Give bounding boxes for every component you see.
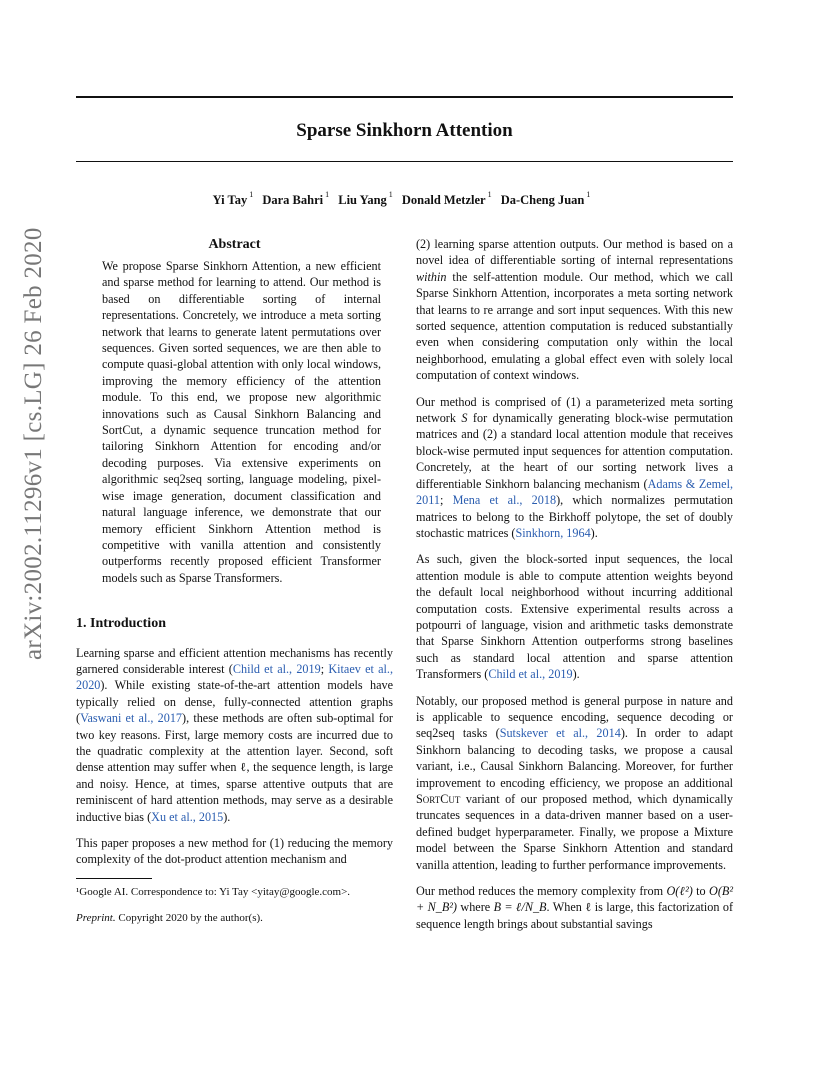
footnote-text: ¹Google AI. Correspondence to: Yi Tay <yitay@google.com>. [76, 885, 351, 898]
text-run: ), which normalizes permutation matrices to belong to the Birkhoff polytope, the set of doubly stochastic matrices ( [416, 493, 734, 540]
affiliation-mark: 1 [325, 190, 330, 199]
intro-paragraph-2: This paper proposes a new method for (1) reducing the memory complexity of the dot-product attention mechanism and [76, 836, 393, 867]
text-run: Notably, our proposed method is general purpose in nature and is applicable to sequence encoding, sequence decoding or seq2seq tasks ( [416, 693, 733, 741]
citation-link[interactable]: Adams & Zemel, 2011 [416, 476, 733, 508]
author-name: Donald Metzler [401, 193, 486, 208]
text-run: where [457, 900, 494, 915]
text-run: ), these methods are often sub-optimal for two key reasons. First, large memory costs are incurred due to the quadratic complexity at the attention layer. Second, soft dense attention may suffer when ℓ, the sequence length, is large and noisy. Hence, at times, sparse attentive outputs that are reminiscent of hard attention methods, may serve as a desirable inductive bias ( [76, 711, 393, 824]
citation-link[interactable]: Child et al., 2019 [232, 661, 321, 676]
text-run: (2) learning sparse attention outputs. Our method is based on a novel idea of differentiable sorting of internal representations [416, 237, 733, 268]
text-run: ). [223, 809, 231, 824]
text-run: the self-attention module. Our method, which we call Sparse Sinkhorn Attention, incorporates a meta sorting network that learns to re arrange and sort input sequences. With this new sorted sequence, attention computation is reduced substantially even when considering computation only within the local neighborhood, emulating a global effect even with solely local computation of context windows. [416, 269, 733, 383]
citation-link[interactable]: Sutskever et al., 2014 [499, 726, 621, 741]
emphasis: within [416, 269, 447, 284]
author-name: Da-Cheng Juan [500, 193, 585, 208]
right-paragraph-1 [416, 236, 733, 384]
preprint-label: Preprint. [76, 911, 116, 924]
author-name: Liu Yang [338, 193, 387, 208]
paper-title: Sparse Sinkhorn Attention [296, 120, 513, 141]
math-symbol: S [461, 411, 468, 426]
intro-paragraph-1 [76, 645, 393, 825]
right-paragraph-5 [416, 883, 733, 932]
citation-link[interactable]: Mena et al., 2018 [452, 493, 557, 508]
arxiv-id: arXiv:2002.11296v1 [cs.LG] 26 Feb 2020 [20, 227, 47, 660]
math-expression: O(B² + N_B²) [416, 884, 733, 915]
math-expression: B = ℓ/N_B [493, 900, 547, 915]
section-heading-introduction: 1. Introduction [76, 616, 166, 632]
affiliation-mark: 1 [487, 190, 492, 199]
citation-link[interactable]: Sinkhorn, 1964 [515, 525, 591, 540]
author-name: Dara Bahri [262, 193, 324, 208]
math-expression: O(ℓ²) [666, 884, 693, 899]
text-run: As such, given the block-sorted input sequences, the local attention module is able to compute attention weights beyond the default local neighborhood without incurring additional computation costs. Extensive experimental results across a potpourri of language, vision and arithmetic tasks demonstrate that Sparse Sinkhorn Attention outperforms strong baselines such as standard local attention and sparse attention Transformers ( [416, 552, 733, 682]
abstract-text: We propose Sparse Sinkhorn Attention, a new efficient and sparse method for learning to attend. Our method is based on differentiable sorting of internal representations. Concretely, we introduce a meta sorting network that learns to generate latent permutations over sequences. Given sorted sequences, we are then able to compute quasi-global attention with only local windows, improving the memory efficiency of the attention module. To this end, we propose new algorithmic innovations such as Causal Sinkhorn Balancing and SortCut, a dynamic sequence truncation method for tailoring Sinkhorn Attention for encoding and/or decoding purposes. Via extensive experiments on algorithmic seq2seq sorting, language modeling, pixel-wise image generation, document classification and natural language inference, we demonstrate that our memory efficient Sinkhorn Attention method is competitive with vanilla attention and consistently outperforms recently proposed efficient Transformer models such as Sparse Transformers. [102, 259, 381, 585]
citation-link[interactable]: Child et al., 2019 [488, 667, 573, 682]
footnote-rule [76, 878, 152, 879]
right-paragraph-3 [416, 551, 733, 682]
text-run: ; [439, 493, 453, 508]
text-run: variant of our proposed method, which dynamically truncates sequences in a data-driven manner based on a user-defined budget hyperparameter. Finally, we propose a Mixture model between the Sparse Sinkhorn Attention and standard vanilla attention, leading to further performance improvements. [416, 792, 733, 872]
author-name: Yi Tay [212, 193, 248, 208]
text-run: ). [572, 667, 580, 682]
text-run: . When ℓ is large, this factorization of sequence length brings about substantial savings [416, 900, 733, 931]
right-paragraph-2 [416, 394, 733, 542]
affiliation-mark: 1 [249, 190, 254, 199]
text-run: ). [590, 525, 598, 540]
text-run: ; [320, 661, 329, 676]
citation-link[interactable]: Kitaev et al., 2020 [76, 661, 393, 693]
text-run: Learning sparse and efficient attention mechanisms has recently garnered considerable interest ( [76, 645, 393, 676]
text-run: Our method reduces the memory complexity from [416, 884, 667, 899]
title-rule-bottom [76, 161, 733, 162]
citation-link[interactable]: Xu et al., 2015 [151, 809, 224, 824]
author-list [76, 192, 733, 208]
preprint-notice [76, 911, 393, 925]
title-rule-top [76, 96, 733, 98]
text-run: ). In order to adapt Sinkhorn balancing to decoding tasks, we propose a causal variant, i.e., Causal Sinkhorn Balancing. Moreover, for further improvement to encoding efficiency, we propose an additional [416, 726, 733, 790]
left-column [76, 236, 393, 937]
text-run: Our method is comprised of (1) a parameterized meta sorting network [416, 394, 733, 426]
text-run: to [692, 884, 710, 899]
affiliation-mark: 1 [586, 190, 591, 199]
text-run: for dynamically generating block-wise permutation matrices and (2) a standard local attention module that receives block-wise permuted input sequences for attention computation. Concretely, at the heart of our sorting network lives a differentiable Sinkhorn balancing mechanism ( [416, 411, 733, 491]
citation-link[interactable]: Vaswani et al., 2017 [80, 711, 183, 726]
abstract-heading: Abstract [208, 237, 261, 252]
right-column [416, 236, 733, 942]
affiliation-mark: 1 [388, 190, 393, 199]
preprint-text: Copyright 2020 by the author(s). [115, 911, 263, 924]
method-name: SortCut [416, 792, 461, 806]
right-paragraph-4 [416, 693, 733, 873]
text-run: ). While existing state-of-the-art attention models have typically relied on dense, fully-connected attention graphs ( [76, 678, 393, 726]
